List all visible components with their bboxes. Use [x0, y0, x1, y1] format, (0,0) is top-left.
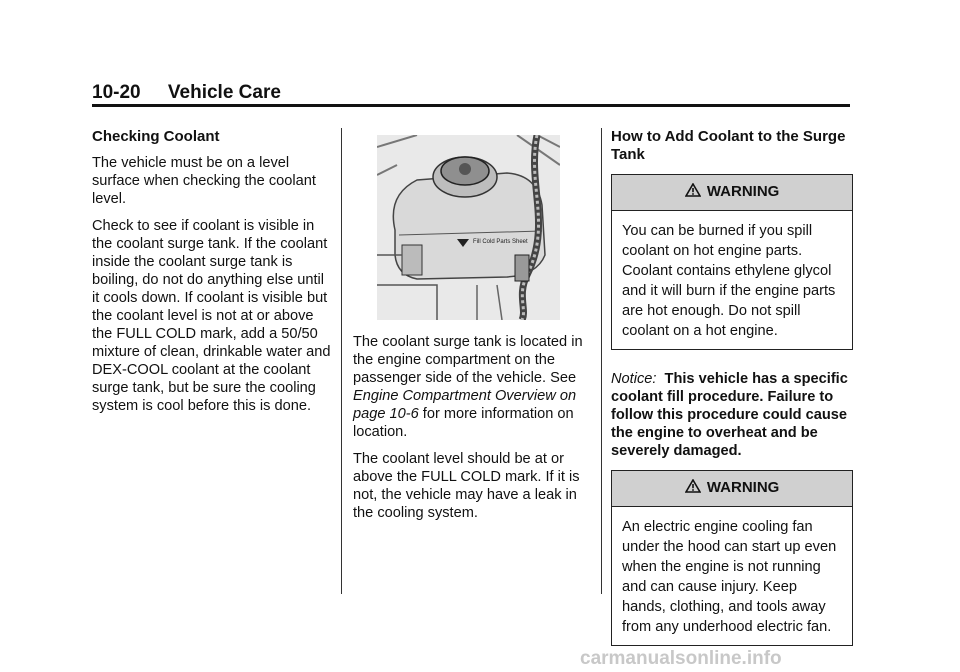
notice — [611, 370, 853, 460]
add-coolant-heading: How to Add Coolant to the Surge Tank — [611, 128, 846, 163]
watermark: carmanualsonline.info — [580, 648, 782, 669]
page-number: 10-20 — [92, 82, 141, 103]
coolant-surge-tank-illustration — [377, 135, 560, 320]
notice-label: Notice: — [611, 371, 657, 387]
warning-title: WARNING — [706, 479, 780, 496]
warning-body: An electric engine cooling fan under the hood can start up even when the engine is not running and can cause injury. Keep hands, clothing, and tools away from any underhood electric fan. — [622, 519, 837, 635]
paragraph: The coolant level should be at or above the FULL COLD mark. If it is not, the vehicle may have a leak in the cooling system. — [353, 451, 580, 521]
warning-box-1 — [611, 174, 853, 350]
warning-triangle-icon — [685, 479, 705, 496]
warning-header — [612, 471, 852, 507]
warning-header — [612, 175, 852, 211]
paragraph: Check to see if coolant is visible in the coolant surge tank. If the coolant inside the coolant surge tank is boiling, do not do anything else until it cools down. If coolant is visible but the coolant level is not at or above the FULL COLD mark, add a 50/50 mixture of clean, drinkable water and DEX-COOL coolant at the coolant surge tank, but be sure the cooling system is cool before this is done. — [92, 218, 331, 414]
cross-reference-link[interactable]: Engine Compartment Overview on page 10-6 — [353, 388, 577, 422]
page-header — [92, 82, 281, 104]
photo-label: Fill Cold Parts Sheet — [473, 239, 528, 245]
column-1 — [92, 128, 334, 424]
column-3 — [611, 128, 853, 666]
warning-body: You can be burned if you spill coolant on hot engine parts. Coolant contains ethylene glycol and it will burn if the engine parts are hot enough. Do not spill coolant on a hot engine. — [622, 223, 836, 339]
warning-box-2 — [611, 470, 853, 646]
paragraph: The vehicle must be on a level surface when checking the coolant level. — [92, 155, 316, 207]
column-divider-1 — [341, 128, 342, 594]
paragraph: The coolant surge tank is located in the engine compartment on the passenger side of the vehicle. See Engine Compartment Overview on page 10-6 for more information on location. — [353, 334, 583, 440]
header-rule — [92, 104, 850, 107]
column-divider-2 — [601, 128, 602, 594]
column-2 — [353, 128, 591, 531]
warning-triangle-icon — [685, 183, 705, 200]
warning-title: WARNING — [706, 183, 780, 200]
notice-text: This vehicle has a specific coolant fill procedure. Failure to follow this procedure could cause the engine to overheat and be severely damaged. — [611, 371, 848, 459]
checking-coolant-heading: Checking Coolant — [92, 128, 220, 145]
section-title: Vehicle Care — [167, 82, 281, 103]
